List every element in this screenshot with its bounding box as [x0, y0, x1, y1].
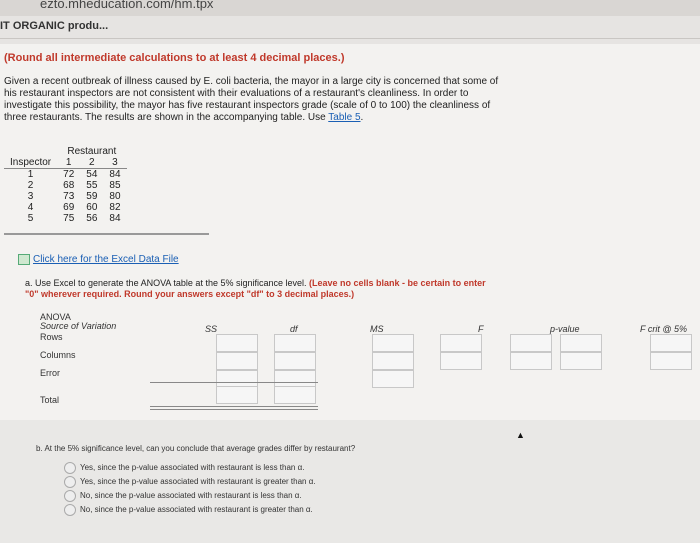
col-f-crit: F crit @ 5%: [640, 324, 687, 334]
grade-cell: 55: [86, 180, 98, 191]
excel-data-link[interactable]: [18, 254, 179, 265]
table-5-link[interactable]: Table 5: [328, 112, 361, 123]
grade-cell: 72: [63, 169, 75, 180]
rounding-instruction: (Round all intermediate calculations to at least 4 decimal places.): [4, 52, 345, 64]
row-label-rows: Rows: [40, 332, 63, 342]
f-columns-input[interactable]: [440, 352, 482, 370]
grade-cell: 85: [109, 180, 121, 191]
inspector-id: 3: [27, 191, 34, 202]
grade-cell: 68: [63, 180, 75, 191]
fcrit-rows-input[interactable]: [650, 334, 692, 352]
ss-total-input[interactable]: [216, 386, 258, 404]
inspector-id: 4: [27, 202, 34, 213]
col-f: F: [478, 324, 484, 334]
option-label: No, since the p-value associated with restaurant is greater than α.: [80, 505, 313, 515]
option-2[interactable]: [64, 476, 316, 488]
fcrit-columns-input[interactable]: [650, 352, 692, 370]
ss-rows-input[interactable]: [216, 334, 258, 352]
grade-cell: 84: [109, 213, 121, 224]
grade-cell: 56: [86, 213, 98, 224]
df-rows-input[interactable]: [274, 334, 316, 352]
option-1[interactable]: [64, 462, 304, 474]
df-total-input[interactable]: [274, 386, 316, 404]
mouse-cursor-icon: ▲: [516, 430, 525, 440]
grade-cell: 84: [109, 169, 121, 180]
restaurant-header: Restaurant: [67, 146, 117, 157]
question-a-text: a. Use Excel to generate the ANOVA table at the 5% significance level.: [25, 278, 307, 288]
table-row: [4, 169, 127, 181]
option-label: Yes, since the p-value associated with restaurant is less than α.: [80, 463, 305, 473]
problem-body: Given a recent outbreak of illness caused by E. coli bacteria, the mayor in a large city is concerned that some of his restaurant inspectors are not consistent with their evaluations of a restaurant's cleanliness. In order to investigate this possibility, the mayor has five restaurant inspectors grade (scale of 0 to 100) the cleanliness of three restaurants. The results are shown in the accompanying table. Use: [4, 76, 499, 123]
grade-cell: 54: [86, 169, 98, 180]
total-double-rule: [150, 406, 318, 407]
f-rows-input[interactable]: [440, 334, 482, 352]
row-label-total: Total: [40, 395, 60, 405]
pvalue-rows-input[interactable]: [510, 334, 552, 352]
table-row: [4, 202, 127, 213]
col-df: df: [290, 324, 298, 334]
divider: [0, 38, 700, 39]
total-rule: [150, 382, 318, 383]
col-ms: MS: [370, 324, 384, 334]
grade-cell: 75: [63, 213, 75, 224]
source-label: Source of Variation: [40, 321, 117, 331]
radio-button[interactable]: [64, 476, 76, 488]
option-4[interactable]: [64, 504, 313, 516]
ms-error-input[interactable]: [372, 370, 414, 388]
inspector-id: 5: [27, 213, 34, 224]
browser-tab-title[interactable]: IT ORGANIC produ...: [0, 20, 109, 32]
col-p-value: p-value: [550, 324, 580, 334]
anova-title: ANOVA: [40, 312, 71, 322]
question-a-note: (Leave no cells blank - be certain to enter "0" wherever required. Round your answers except "df" to 3 decimal places.): [25, 278, 486, 299]
inspector-id: 2: [27, 180, 34, 191]
df-columns-input[interactable]: [274, 352, 316, 370]
browser-toolbar: [0, 0, 700, 16]
grade-cell: 59: [86, 191, 98, 202]
col-header: 2: [80, 157, 103, 169]
table-row: [4, 180, 127, 191]
grade-cell: 60: [86, 202, 98, 213]
inspector-table: [4, 146, 127, 224]
inspector-header: Inspector: [4, 157, 57, 169]
option-label: No, since the p-value associated with restaurant is less than α.: [80, 491, 302, 501]
total-double-rule-2: [150, 409, 318, 410]
pvalue-columns-input[interactable]: [510, 352, 552, 370]
question-a: [25, 278, 495, 300]
excel-link-text[interactable]: Click here for the Excel Data File: [33, 254, 179, 266]
ss-columns-input[interactable]: [216, 352, 258, 370]
inspector-id: 1: [27, 169, 34, 180]
table-row: [4, 191, 127, 202]
pvalue-columns-input-2[interactable]: [560, 352, 602, 370]
option-label: Yes, since the p-value associated with restaurant is greater than α.: [80, 477, 316, 487]
row-label-error: Error: [40, 368, 60, 378]
radio-button[interactable]: [64, 490, 76, 502]
col-header: 1: [57, 157, 80, 169]
url-bar[interactable]: ezto.mheducation.com/hm.tpx: [40, 0, 214, 11]
grade-cell: 82: [109, 202, 121, 213]
col-header: 3: [103, 157, 126, 169]
ms-columns-input[interactable]: [372, 352, 414, 370]
table-row: [4, 213, 127, 224]
table-bottom-rule: [4, 233, 209, 235]
grade-cell: 69: [63, 202, 75, 213]
anova-labels: [40, 312, 116, 413]
row-label-columns: Columns: [40, 350, 76, 360]
pvalue-rows-input-2[interactable]: [560, 334, 602, 352]
problem-text: [4, 76, 509, 124]
option-3[interactable]: [64, 490, 302, 502]
question-b-text: b. At the 5% significance level, can you conclude that average grades differ by restaurant?: [36, 444, 356, 453]
ms-rows-input[interactable]: [372, 334, 414, 352]
grade-cell: 73: [63, 191, 75, 202]
grade-cell: 80: [109, 191, 121, 202]
problem-end: .: [360, 112, 364, 123]
col-ss: SS: [205, 324, 218, 334]
radio-button[interactable]: [64, 504, 76, 516]
spreadsheet-icon: [18, 254, 30, 265]
radio-button[interactable]: [64, 462, 76, 474]
